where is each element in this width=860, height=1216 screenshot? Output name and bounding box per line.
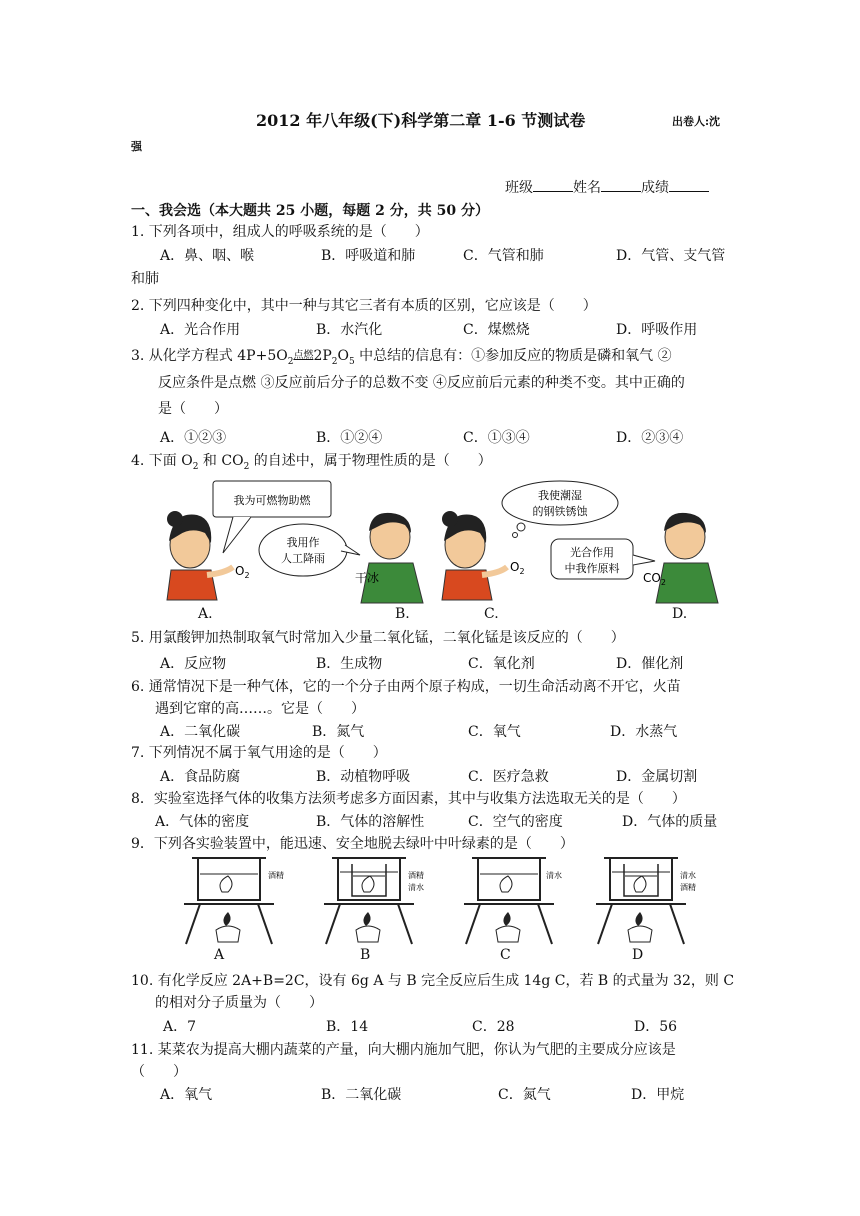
label-co2: $CO_2$ bbox=[643, 571, 666, 587]
label-dry-ice: 干冰 bbox=[355, 571, 380, 585]
q10-option-b: B．14 bbox=[326, 1019, 369, 1035]
a-label-alcohol: 酒精 bbox=[268, 871, 284, 880]
question-1: 1. 下列各项中，组成人的呼吸系统的是（ ） bbox=[131, 224, 429, 240]
author-line: 出卷人:沈 bbox=[672, 115, 721, 128]
class-label: 班级 bbox=[505, 180, 533, 196]
girl-figure-c-icon bbox=[442, 511, 507, 600]
q3-sub: 2 bbox=[331, 356, 338, 367]
boy-figure-b-icon bbox=[361, 513, 423, 603]
q3-sub: 2 bbox=[287, 356, 294, 367]
q11-option-b: B．二氧化碳 bbox=[321, 1087, 402, 1103]
question-10: 10. 有化学反应 2A+B=2C，设有 6g A 与 B 完全反应后生成 14g C，若 B 的式量为 32，则 C bbox=[131, 973, 735, 989]
apparatus-b-icon bbox=[324, 858, 424, 944]
name-label: 姓名 bbox=[573, 180, 601, 196]
q4-caption-b: B. bbox=[395, 606, 410, 622]
q9-caption-b: B bbox=[360, 947, 371, 963]
bubble-b-text1: 我用作 bbox=[286, 536, 320, 549]
b-label-alcohol: 酒精 bbox=[408, 871, 424, 880]
girl-figure-a-icon bbox=[167, 511, 233, 600]
bubble-a-text: 我为可燃物助燃 bbox=[233, 494, 311, 507]
q4-sub: 2 bbox=[192, 461, 199, 472]
question-5: 5. 用氯酸钾加热制取氧气时常加入少量二氧化锰，二氧化锰是该反应的（ ） bbox=[131, 630, 625, 646]
c-label-water: 清水 bbox=[546, 871, 562, 880]
q6-option-a: A．二氧化碳 bbox=[160, 724, 241, 740]
q1-option-b: B．呼吸道和肺 bbox=[321, 248, 416, 264]
question-3-line2: 反应条件是点燃 ③反应前后分子的总数不变 ④反应前后元素的种类不变。其中正确的 bbox=[158, 375, 685, 391]
score-blank[interactable] bbox=[669, 177, 709, 192]
d-label-water: 清水 bbox=[680, 871, 696, 880]
q7-option-c: C．医疗急救 bbox=[468, 769, 549, 785]
q4-caption-d: D. bbox=[672, 606, 688, 622]
q11-option-d: D．甲烷 bbox=[631, 1087, 685, 1103]
q5-option-a: A．反应物 bbox=[160, 656, 227, 672]
question-7: 7. 下列情况不属于氧气用途的是（ ） bbox=[131, 745, 387, 761]
q4-text-part: 4. 下面 O bbox=[131, 453, 193, 469]
q7-option-a: A．食品防腐 bbox=[160, 769, 241, 785]
q6-option-b: B．氮气 bbox=[312, 724, 365, 740]
score-label: 成绩 bbox=[641, 180, 669, 196]
q5-option-d: D．催化剂 bbox=[616, 656, 684, 672]
bubble-d-text2: 中我作原料 bbox=[564, 562, 620, 575]
q5-option-b: B．生成物 bbox=[316, 656, 383, 672]
q11-option-c: C．氮气 bbox=[498, 1087, 551, 1103]
q8-option-c: C．空气的密度 bbox=[468, 814, 563, 830]
question-11: 11. 某菜农为提高大棚内蔬菜的产量，向大棚内施加气肥，你认为气肥的主要成分应该是 bbox=[131, 1042, 676, 1058]
q2-option-b: B．水汽化 bbox=[316, 322, 383, 338]
student-info-line bbox=[505, 177, 709, 197]
q4-caption-a: A. bbox=[198, 606, 213, 622]
q5-option-c: C．氧化剂 bbox=[468, 656, 535, 672]
q3-eq-part: 3. 从化学方程式 4P+5O bbox=[131, 348, 288, 364]
question-11-line2: （ ） bbox=[131, 1064, 187, 1080]
question-6: 6. 通常情况下是一种气体，它的一个分子由两个原子构成，一切生命活动离不开它，火苗 bbox=[131, 679, 681, 695]
bubble-b-text2: 人工降雨 bbox=[281, 552, 325, 565]
q4-text-part: 的自述中，属于物理性质的是（ ） bbox=[249, 453, 492, 469]
question-3-line3: 是（ ） bbox=[158, 401, 228, 417]
q3-option-c: C．①③④ bbox=[463, 430, 530, 446]
question-8: 8．实验室选择气体的收集方法须考虑多方面因素，其中与收集方法选取无关的是（ ） bbox=[131, 791, 686, 807]
q4-text-part: 和 CO bbox=[198, 453, 244, 469]
author-line-cont: 强 bbox=[131, 140, 142, 153]
q3-option-d: D．②③④ bbox=[616, 430, 684, 446]
q9-apparatus-diagram bbox=[180, 852, 720, 952]
question-4 bbox=[131, 450, 492, 472]
q10-option-d: D．56 bbox=[634, 1019, 678, 1035]
q9-caption-d: D bbox=[632, 947, 644, 963]
d-label-alcohol: 酒精 bbox=[680, 883, 696, 892]
question-2: 2. 下列四种变化中，其中一种与其它三者有本质的区别，它应该是（ ） bbox=[131, 298, 597, 314]
speech-bubble-b bbox=[259, 524, 360, 576]
apparatus-a-icon bbox=[184, 858, 284, 944]
q3-condition: 点燃 bbox=[293, 350, 314, 361]
section-heading: 一、我会选（本大题共 25 小题，每题 2 分，共 50 分） bbox=[131, 203, 489, 219]
q1-option-d-cont: 和肺 bbox=[131, 271, 159, 287]
bubble-d-text1: 光合作用 bbox=[570, 546, 614, 559]
boy-figure-d-icon bbox=[656, 513, 718, 603]
question-3 bbox=[131, 345, 672, 367]
q1-option-d: D．气管、支气管 bbox=[616, 248, 726, 264]
q1-option-c: C．气管和肺 bbox=[463, 248, 544, 264]
q6-option-d: D．水蒸气 bbox=[610, 724, 678, 740]
q4-caption-c: C. bbox=[484, 606, 499, 622]
q3-eq-part: 中总结的信息有：①参加反应的物质是磷和氧气 ② bbox=[354, 348, 672, 364]
speech-bubble-d bbox=[551, 539, 655, 579]
q6-option-c: C．氧气 bbox=[468, 724, 521, 740]
q3-sub: 5 bbox=[348, 356, 355, 367]
q11-option-a: A．氧气 bbox=[160, 1087, 213, 1103]
page-title: 2012 年八年级(下)科学第二章 1-6 节测试卷 bbox=[256, 111, 586, 130]
q7-option-d: D．金属切割 bbox=[616, 769, 698, 785]
q9-caption-a: A bbox=[214, 947, 225, 963]
question-6-line2: 遇到它窜的高……。它是（ ） bbox=[155, 701, 365, 717]
q10-option-a: A．7 bbox=[163, 1019, 197, 1035]
question-9: 9．下列各实验装置中，能迅速、安全地脱去绿叶中叶绿素的是（ ） bbox=[131, 836, 574, 852]
q4-sub: 2 bbox=[243, 461, 250, 472]
q3-option-b: B．①②④ bbox=[316, 430, 383, 446]
q8-option-a: A．气体的密度 bbox=[155, 814, 250, 830]
q2-option-d: D．呼吸作用 bbox=[616, 322, 698, 338]
bubble-c-text2: 的钢铁锈蚀 bbox=[532, 505, 588, 518]
q8-option-d: D．气体的质量 bbox=[622, 814, 718, 830]
q10-option-c: C．28 bbox=[472, 1019, 515, 1035]
label-o2-a: $O_2$ bbox=[235, 564, 250, 580]
apparatus-c-icon bbox=[464, 858, 562, 944]
class-blank[interactable] bbox=[533, 177, 573, 192]
q3-eq-part: O bbox=[337, 348, 349, 364]
q3-eq-part: 2P bbox=[313, 348, 332, 364]
apparatus-d-icon bbox=[596, 858, 696, 944]
question-10-line2: 的相对分子质量为（ ） bbox=[155, 995, 323, 1011]
q3-option-a: A．①②③ bbox=[160, 430, 227, 446]
b-label-water: 清水 bbox=[408, 883, 424, 892]
q2-option-a: A．光合作用 bbox=[160, 322, 241, 338]
q7-option-b: B．动植物呼吸 bbox=[316, 769, 411, 785]
q1-option-a: A．鼻、咽、喉 bbox=[160, 248, 255, 264]
name-blank[interactable] bbox=[601, 177, 641, 192]
q2-option-c: C．煤燃烧 bbox=[463, 322, 530, 338]
bubble-c-text1: 我使潮湿 bbox=[538, 489, 582, 502]
q8-option-b: B．气体的溶解性 bbox=[316, 814, 425, 830]
q9-caption-c: C bbox=[500, 947, 511, 963]
label-o2-c: $O_2$ bbox=[510, 560, 525, 576]
speech-bubble-c bbox=[502, 481, 618, 538]
q4-illustration bbox=[155, 475, 745, 625]
